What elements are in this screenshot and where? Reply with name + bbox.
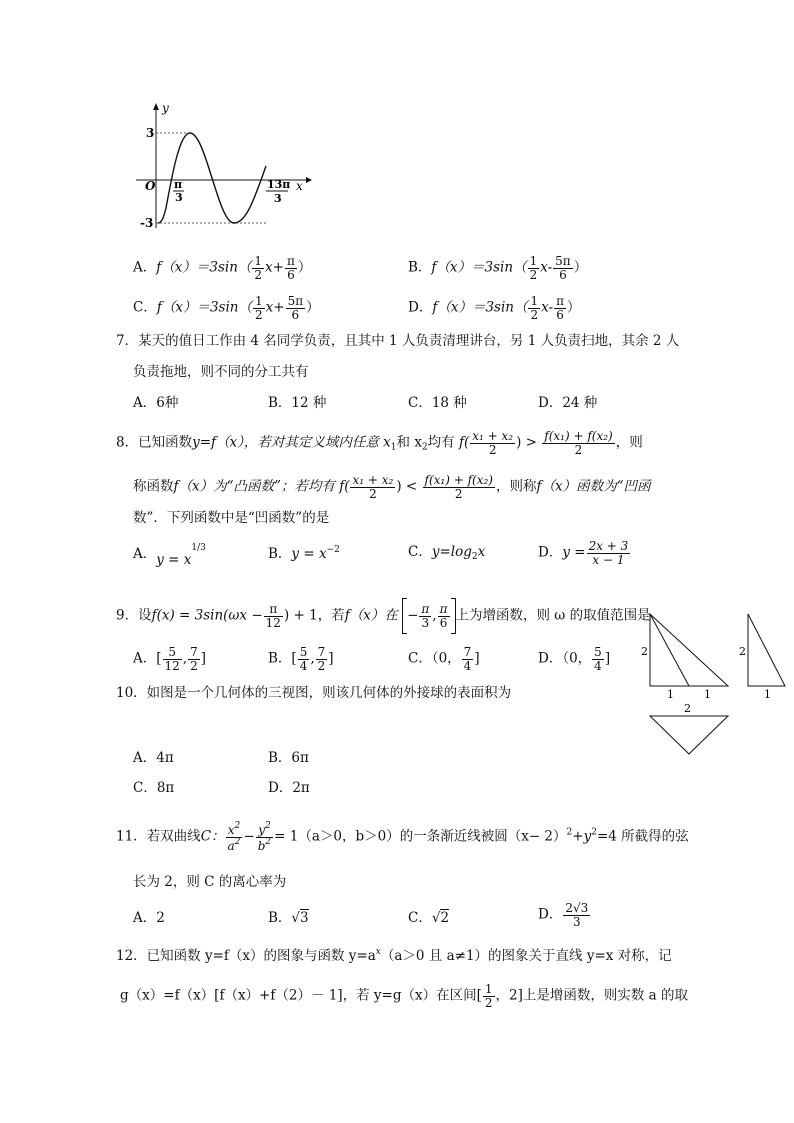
q6-b-frac2: $\frac{5\pi}{6}$ xyxy=(555,254,571,282)
q9-option-b[interactable]: B．[ $\frac{5}{4}$ , $\frac{7}{2}$ ] xyxy=(268,645,334,673)
side-view xyxy=(748,614,785,686)
q11-d-label: D． xyxy=(538,906,563,923)
front-view xyxy=(650,614,728,686)
q12-l1: 12．已知函数 y=f（x）的图象与函数 y=a xyxy=(116,948,376,964)
q8-d-frac: $\frac{2x + 3}{x - 1}$ xyxy=(588,539,629,567)
q12-l2a: g（x）=f（x）[f（x）+f（2）－ 1]，若 y=g（x）在区间[ xyxy=(120,987,482,1004)
tick-13pi-num: 13π xyxy=(267,178,291,191)
q11-line1: 11．若双曲线C： $\frac{x^2}{a^2}$ − $\frac{y^2}{b^2}$ = 1（a＞0，b＞0）的一条渐近线被圆$(x- 2)^2+y^2=4$ 所截得的弦 xyxy=(116,821,689,853)
q9-b-close: ] xyxy=(328,650,334,667)
q6-a-label: A． xyxy=(133,259,157,276)
q9-a-close: ] xyxy=(200,650,207,667)
q8-frac-avg1: $\frac{\text{f(x₁) + f(x₂)}}{2}$ xyxy=(544,429,613,457)
q8-a-expr: y = x xyxy=(156,552,192,568)
three-view-figure xyxy=(640,606,790,758)
q6-d-end: ） xyxy=(566,299,581,316)
q8-line1 xyxy=(116,430,643,456)
q10-option-a[interactable]: A．4π xyxy=(133,750,174,766)
q11-line2: 长为 2，则 C 的离心率为 xyxy=(133,874,287,890)
side-height-label: 2 xyxy=(739,645,746,658)
front-base-1b: 1 xyxy=(704,688,711,701)
q6-c-half: $\frac{1}{2}$ xyxy=(254,294,263,322)
q6-c-mid: x+ xyxy=(265,299,285,316)
side-base-label: 1 xyxy=(764,688,771,701)
y-bottom-label: -3 xyxy=(140,216,154,230)
q6-d-half: $\frac{1}{2}$ xyxy=(530,294,539,322)
q6-option-d[interactable] xyxy=(408,295,580,321)
q9-expr-end: ) + 1，若 xyxy=(283,607,345,624)
q9-c-f: $\frac{7}{4}$ xyxy=(463,645,472,673)
q8-b-exp: −2 xyxy=(326,545,340,555)
q8-l1e: ，则 xyxy=(615,434,643,451)
tick-pi-den: 3 xyxy=(175,191,183,204)
q11-option-a[interactable]: A．2 xyxy=(133,910,165,926)
q11-option-d[interactable] xyxy=(538,902,591,928)
q8-option-a[interactable] xyxy=(133,543,206,568)
q11-l1b: C： xyxy=(200,828,225,845)
tick-13pi-den: 3 xyxy=(274,192,282,205)
q12-line1 xyxy=(116,948,672,964)
q6-a-end: ） xyxy=(297,259,312,276)
q8-line2 xyxy=(133,474,650,500)
q8-d-expr: y = xyxy=(562,544,586,561)
q11-b-sqrt: √3 xyxy=(291,910,309,926)
top-view xyxy=(650,716,728,754)
q11-frac-x: $\frac{x^2}{a^2}$ xyxy=(227,821,241,853)
q6-c-pre: f（x）＝3sin（ xyxy=(156,299,252,316)
q10-option-b[interactable]: B．6π xyxy=(268,750,309,766)
q8-gt: ) > xyxy=(516,434,542,451)
q6-c-end: ） xyxy=(306,299,320,316)
q12-l1b: （a＞0 且 a≠1）的图象关于直线 y=x 对称，记 xyxy=(380,948,672,964)
q11-d-frac: $\frac{2√3}{3}$ xyxy=(565,901,589,929)
q9-d-label: D．（0， xyxy=(538,650,592,667)
q6-a-frac2: $\frac{\pi}{6}$ xyxy=(286,254,295,282)
q12-l1-sup: x xyxy=(375,947,381,957)
q8-frac-mid2: $\frac{\text{x₁ + x₂}}{2}$ xyxy=(352,473,394,501)
front-height-label: 2 xyxy=(641,645,648,658)
q12-line2 xyxy=(120,983,688,1009)
q9-int-frac2: $\frac{\pi}{6}$ xyxy=(439,601,448,630)
sine-graph xyxy=(128,100,318,235)
q9-b-label: B．[ xyxy=(268,650,297,667)
q8-l1c: 和 x xyxy=(396,434,422,451)
q9-line: 9．设f(x) = 3sin(ωx − $\frac{\pi}{12}$ ) + 1，若f（x）在 − $\frac{\pi}{3}$ , $\frac{\pi}{6}$ 上为增函数，则 ω 的取值范围是 xyxy=(116,598,651,634)
q8-c-x: x xyxy=(477,544,486,560)
x-axis-arrow xyxy=(306,177,312,183)
q12-frac: $\frac{1}{2}$ xyxy=(484,982,493,1010)
q10-line: 10．如图是一个几何体的三视图，则该几何体的外接球的表面积为 xyxy=(116,685,512,701)
q8-sub2: 2 xyxy=(421,442,428,453)
q12-l2b: ，2]上是增函数，则实数 a 的取 xyxy=(495,987,688,1004)
q6-c-label: C． xyxy=(133,299,157,316)
q6-option-a[interactable] xyxy=(133,255,311,281)
q9-a-f2: $\frac{7}{2}$ xyxy=(190,645,198,673)
q7-option-b[interactable]: B．12 种 xyxy=(268,395,327,411)
q8-l2b: f（x）为“凸函数”；若均有 xyxy=(173,478,335,495)
y-top-label: 3 xyxy=(146,126,155,140)
q9-tail: 上为增函数，则 ω 的取值范围是 xyxy=(455,607,651,624)
q9-int-frac1: $\frac{\pi}{3}$ xyxy=(421,601,430,630)
q8-frac-mid1: $\frac{\text{x₁ + x₂}}{2}$ xyxy=(472,429,514,457)
q9-b-f2: $\frac{7}{2}$ xyxy=(317,645,326,673)
q8-frac-avg2: $\frac{\text{f(x₁) + f(x₂)}}{2}$ xyxy=(424,473,493,501)
y-axis-arrow xyxy=(153,103,159,110)
q9-d-f: $\frac{5}{4}$ xyxy=(594,645,602,673)
q6-d-pre: f（x）＝3sin（ xyxy=(432,299,528,316)
q11-sup2: 2 xyxy=(591,827,597,838)
q7-option-a[interactable]: A．6种 xyxy=(133,395,179,411)
q6-b-label: B． xyxy=(408,259,432,276)
q11-l1a: 11．若双曲线 xyxy=(116,828,201,845)
q8-l1d: 均有 xyxy=(427,434,455,451)
q10-option-c[interactable]: C．8π xyxy=(133,780,175,796)
q8-a-exp: 1/3 xyxy=(191,543,206,553)
q8-option-d[interactable] xyxy=(538,540,631,566)
q11-b-label: B． xyxy=(268,910,292,926)
q8-option-c[interactable] xyxy=(408,546,485,562)
q9-d-close: ] xyxy=(604,650,611,667)
q6-a-mid: x+ xyxy=(265,259,284,276)
q6-b-mid: x- xyxy=(540,259,553,276)
q8-f2: f( xyxy=(339,478,350,495)
q8-l1b: y=f（x），若对其定义域内任意 x xyxy=(192,434,391,451)
q8-l1a: 8．已知函数 xyxy=(116,434,193,451)
q8-option-b[interactable] xyxy=(268,546,340,562)
q9-option-a[interactable]: A．[ $\frac{5}{12}$ , $\frac{7}{2}$ ] xyxy=(133,645,207,673)
q9-option-d[interactable] xyxy=(538,646,610,672)
q7-option-c[interactable]: C．18 种 xyxy=(408,395,467,411)
q8-l2a: 称函数 xyxy=(133,478,174,495)
q6-option-c[interactable] xyxy=(133,295,320,321)
q9-expr: f(x) = 3sin(ωx − xyxy=(151,607,263,624)
q9-option-c[interactable] xyxy=(408,646,480,672)
q8-c-sub: 2 xyxy=(471,552,478,562)
q9-b-f1: $\frac{5}{4}$ xyxy=(299,645,308,673)
q8-line3: 数”．下列函数中是“凹函数”的是 xyxy=(133,510,330,526)
q11-eq: = 1（a＞0，b＞0）的一条渐近线被圆（x− 2） xyxy=(274,828,567,845)
q11-option-b[interactable] xyxy=(268,912,309,926)
x-axis-label: x xyxy=(296,179,303,193)
q6-option-b[interactable] xyxy=(408,255,587,281)
front-base-1a: 1 xyxy=(667,688,674,701)
q9-a-f1: $\frac{5}{12}$ xyxy=(164,645,180,673)
q9-fx: f（x）在 xyxy=(344,607,398,624)
q8-c-expr: y=log xyxy=(431,544,472,560)
q7-option-d[interactable]: D．24 种 xyxy=(538,395,598,411)
q6-a-pre: f（x）＝3sin（ xyxy=(156,259,252,276)
q6-b-pre: f（x）＝3sin（ xyxy=(431,259,527,276)
q6-b-end: ） xyxy=(573,259,588,276)
q11-sup1: 2 xyxy=(566,827,573,838)
q6-d-label: D． xyxy=(408,299,433,316)
q9-label: 9．设 xyxy=(116,607,152,624)
q6-a-half: $\frac{1}{2}$ xyxy=(254,254,263,282)
q11-frac-y: $\frac{y^2}{b^2}$ xyxy=(257,821,272,853)
q9-c-close: ] xyxy=(474,650,480,667)
q6-b-half: $\frac{1}{2}$ xyxy=(529,254,538,282)
q9-c-label: C．（0， xyxy=(408,650,461,667)
q11-c-label: C． xyxy=(408,910,432,926)
front-view-inner xyxy=(650,614,689,686)
q8-b-expr: y = x xyxy=(291,546,327,562)
q8-a-label: A． xyxy=(133,546,157,562)
q9-frac: $\frac{\pi}{12}$ xyxy=(265,601,281,630)
q6-d-mid: x- xyxy=(541,299,554,316)
origin-label: O xyxy=(145,179,156,193)
q9-a-label: A．[ xyxy=(133,650,162,667)
q8-sub1: 1 xyxy=(390,442,397,453)
q8-b-label: B． xyxy=(268,546,292,562)
q8-d-label: D． xyxy=(538,544,563,561)
top-width-label: 2 xyxy=(684,702,691,715)
q6-d-frac2: $\frac{\pi}{6}$ xyxy=(556,294,564,322)
q11-c-sqrt: √2 xyxy=(431,910,450,926)
q8-lt: ) < xyxy=(396,478,422,495)
tick-pi-num: π xyxy=(174,178,183,191)
q8-l2d: f（x）函数为“凹函 xyxy=(536,478,651,495)
q11-eq2: +y xyxy=(572,828,592,845)
q7-line1: 7．某天的值日工作由 4 名同学负责，且其中 1 人负责清理讲台，另 1 人负责扫地，其余 2 人 xyxy=(116,333,680,349)
q11-eq3: =4 所截得的弦 xyxy=(596,828,689,845)
q10-option-d[interactable]: D．2π xyxy=(268,780,310,796)
q8-c-label: C． xyxy=(408,544,432,560)
y-axis-label: y xyxy=(162,101,169,115)
q9-int-minus: − xyxy=(407,607,419,624)
q6-c-frac2: $\frac{5\pi}{6}$ xyxy=(287,294,304,322)
q8-f1: f( xyxy=(458,434,470,451)
q8-l2c: ，则称 xyxy=(495,478,537,495)
q7-line2: 负责拖地，则不同的分工共有 xyxy=(133,364,309,380)
q11-option-c[interactable] xyxy=(408,912,449,926)
